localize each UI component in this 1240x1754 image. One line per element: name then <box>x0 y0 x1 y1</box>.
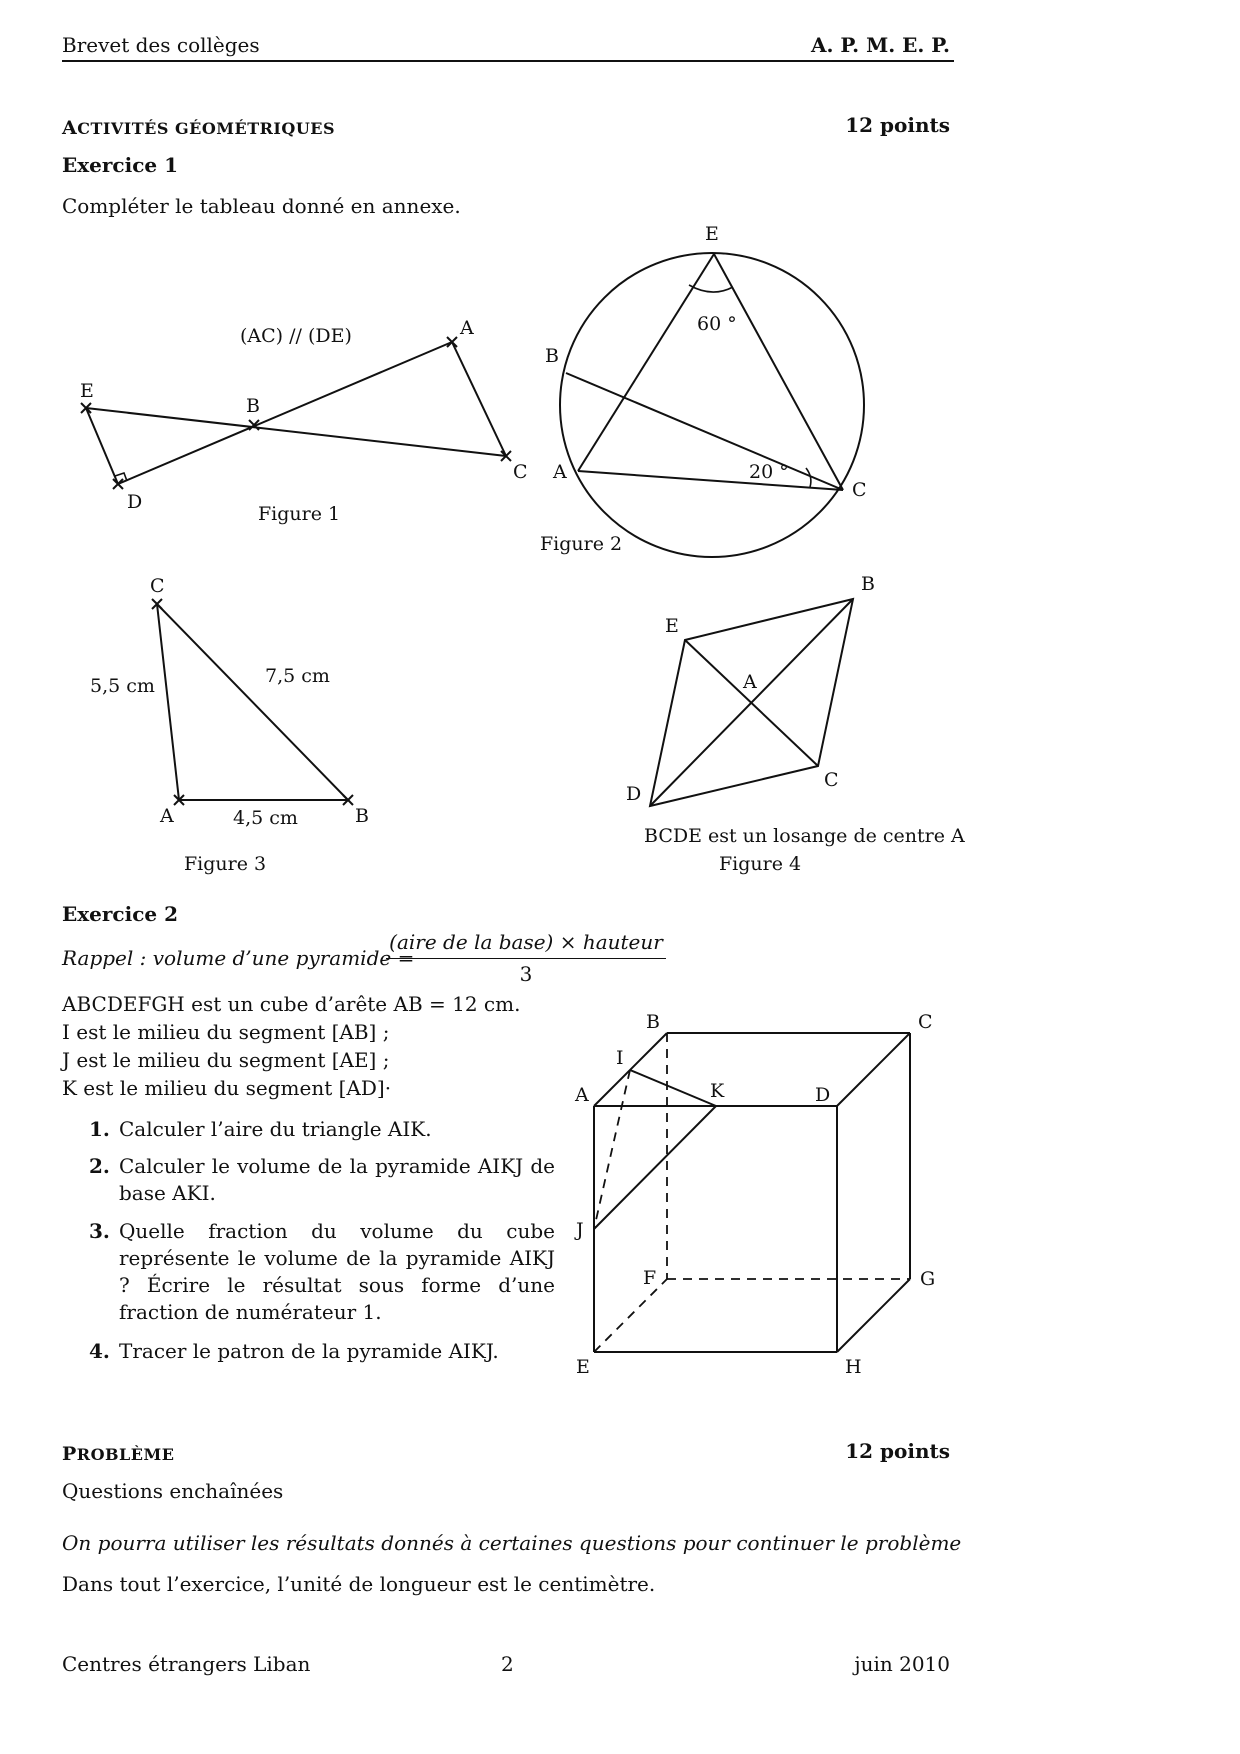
section-points: 12 points <box>845 113 950 137</box>
footer-left: Centres étrangers Liban <box>62 1652 311 1676</box>
length-bc: 7,5 cm <box>265 665 330 687</box>
figure-4-note: BCDE est un losange de centre A <box>644 825 965 847</box>
rappel-label: Rappel : volume d’une pyramide = <box>62 946 415 970</box>
probleme-italic-note: On pourra utiliser les résultats donnés à certaines questions pour continuer le problème <box>62 1531 962 1555</box>
page-number: 2 <box>501 1652 514 1676</box>
label-b: B <box>545 345 559 367</box>
segment-jk <box>594 1106 716 1229</box>
footer-right: juin 2010 <box>854 1652 950 1676</box>
segment-ij-hidden <box>594 1070 630 1229</box>
probleme-subtitle: Questions enchaînées <box>62 1479 284 1503</box>
segment-ed <box>86 408 118 484</box>
edge-hg <box>837 1279 910 1352</box>
figure-3-caption: Figure 3 <box>184 853 267 875</box>
probleme-points: 12 points <box>845 1439 950 1463</box>
label-a: A <box>553 461 567 483</box>
cube-figure <box>574 1011 935 1378</box>
label-c: C <box>824 769 839 791</box>
question-1: 1. Calculer l’aire du triangle AIK. <box>89 1117 432 1141</box>
fraction-numerator: (aire de la base) × hauteur <box>389 930 663 954</box>
angle-arc-e <box>689 285 733 292</box>
segment-da <box>118 342 452 484</box>
label-e: E <box>665 615 679 637</box>
label-e: E <box>576 1356 590 1378</box>
label-b: B <box>355 805 369 827</box>
label-j: J <box>576 1219 584 1241</box>
label-e: E <box>705 223 719 245</box>
figure-2 <box>540 223 867 557</box>
angle-arc-c <box>806 468 811 487</box>
fraction-bar <box>386 958 666 959</box>
label-h: H <box>845 1356 862 1378</box>
edge-ef-hidden <box>594 1279 667 1352</box>
question-4: 4. Tracer le patron de la pyramide AIKJ. <box>89 1339 499 1363</box>
label-b: B <box>246 395 260 417</box>
header-left: Brevet des collèges <box>62 33 260 57</box>
label-e: E <box>80 380 94 402</box>
exercise-1-instruction: Compléter le tableau donné en annexe. <box>62 194 461 218</box>
label-c: C <box>513 461 528 483</box>
point-cross-marks <box>81 337 511 489</box>
section-title-activites: ACTIVITÉS GÉOMÉTRIQUES <box>62 117 336 139</box>
header-right: A. P. M. E. P. <box>810 33 950 57</box>
label-c: C <box>918 1011 933 1033</box>
angle-c-value: 20 ° <box>749 461 789 483</box>
cube-statement: ABCDEFGH est un cube d’arête AB = 12 cm. <box>62 992 521 1016</box>
segment-ac <box>452 342 506 456</box>
angle-e-value: 60 ° <box>697 313 737 335</box>
triangle-abc <box>157 604 348 800</box>
figure-3 <box>90 575 369 875</box>
exercise-2-title: Exercice 2 <box>62 902 178 926</box>
segment-ec <box>714 254 843 490</box>
i-midpoint-line: I est le milieu du segment [AB] ; <box>62 1020 390 1044</box>
circle <box>560 253 864 557</box>
segment-ik <box>630 1070 716 1106</box>
section-title-probleme: PROBLÈME <box>62 1443 175 1465</box>
label-d: D <box>815 1084 831 1106</box>
label-a: A <box>460 317 474 339</box>
question-2: 2. Calculer le volume de la pyramide AIKJ de base AKI. <box>89 1154 555 1205</box>
label-g: G <box>920 1268 936 1290</box>
figure-4-caption: Figure 4 <box>719 853 802 875</box>
label-a: A <box>743 671 757 693</box>
label-f: F <box>643 1267 657 1289</box>
figure-1-caption: Figure 1 <box>258 503 341 525</box>
parallel-note: (AC) // (DE) <box>240 325 352 347</box>
probleme-unit-note: Dans tout l’exercice, l’unité de longueur est le centimètre. <box>62 1572 656 1596</box>
label-a: A <box>575 1084 589 1106</box>
label-b: B <box>646 1011 660 1033</box>
label-c: C <box>150 575 165 597</box>
figure-4 <box>626 573 965 875</box>
exercise-1-title: Exercice 1 <box>62 153 178 177</box>
j-midpoint-line: J est le milieu du segment [AE] ; <box>62 1048 390 1072</box>
label-d: D <box>127 491 143 513</box>
label-b: B <box>861 573 875 595</box>
question-3: 3. Quelle fraction du volume du cube représente le volume de la pyramide AIKJ ? Écrire le résultat sous forme d’une fraction de numérateur 1. <box>89 1219 555 1324</box>
length-ac: 5,5 cm <box>90 675 155 697</box>
k-midpoint-line: K est le milieu du segment [AD]· <box>62 1076 392 1100</box>
segment-ec <box>86 408 506 456</box>
fraction-denominator: 3 <box>519 962 533 986</box>
length-ab: 4,5 cm <box>233 807 298 829</box>
label-d: D <box>626 783 642 805</box>
figure-1 <box>80 317 528 525</box>
figure-2-caption: Figure 2 <box>540 533 623 555</box>
label-a: A <box>160 805 174 827</box>
label-k: K <box>710 1080 725 1102</box>
diagonal-ec <box>685 640 818 766</box>
edge-dc <box>837 1033 910 1106</box>
label-i: I <box>616 1047 624 1069</box>
label-c: C <box>852 479 867 501</box>
